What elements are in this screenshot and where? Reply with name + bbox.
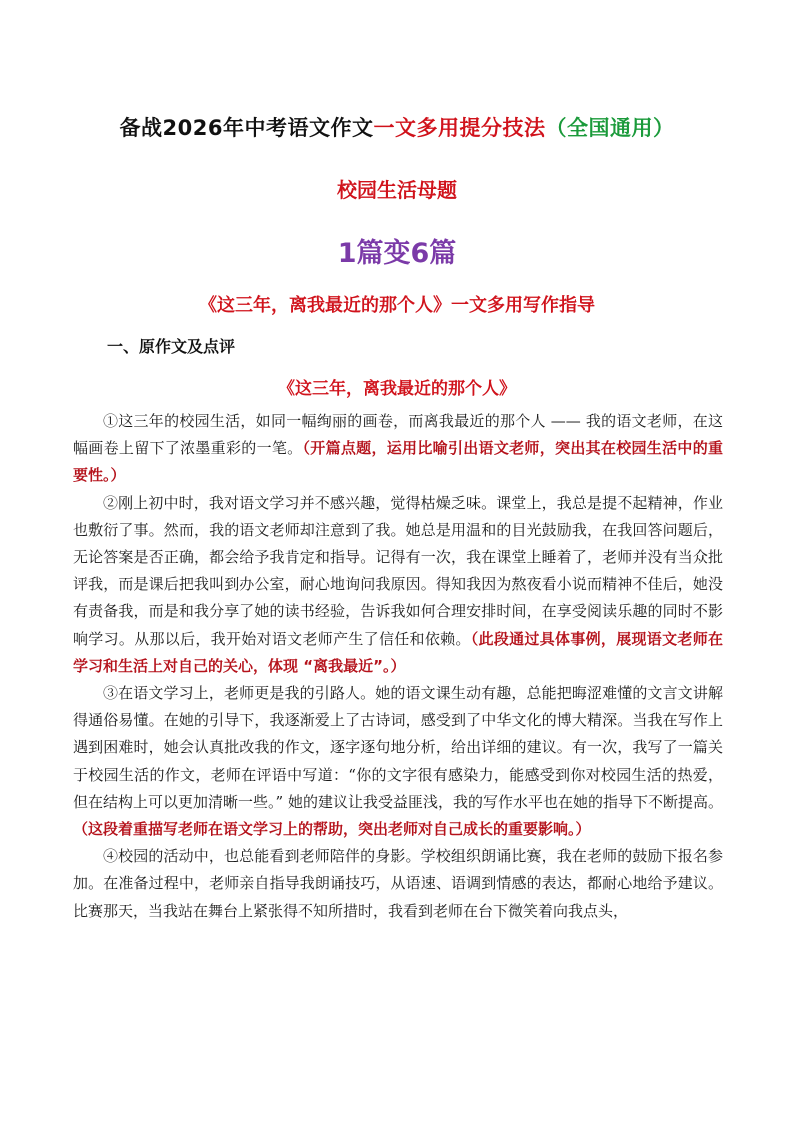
document-title bbox=[0, 112, 794, 142]
paragraph-comment: （这段着重描写老师在语文学习上的帮助，突出老师对自己成长的重要影响。） bbox=[73, 820, 591, 839]
section-heading: 一、原作文及点评 bbox=[107, 337, 236, 356]
essay-paragraph-2 bbox=[73, 490, 723, 680]
paragraph-text: ③在语文学习上，老师更是我的引路人。她的语文课生动有趣，总能把晦涩难懂的文言文讲解得通俗易懂。在她的引导下，我逐渐爱上了古诗词，感受到了中华文化的博大精深。当我在写作上遇到困难时，她会认真批改我的作文，逐字逐句地分析，给出详细的建议。有一次，我写了一篇关于校园生活的作文，老师在评语中写道：“你的文字很有感染力，能感受到你对校园生活的热爱，但在结构上可以更加清晰一些。” 她的建议让我受益匪浅，我的写作水平也在她的指导下不断提高。 bbox=[73, 684, 723, 811]
essay-title: 《这三年，离我最近的那个人》 bbox=[278, 379, 516, 399]
title-highlight: 一文多用提分技法 bbox=[373, 116, 546, 140]
paragraph-comment: （开篇点题，运用比喻引出语文老师，突出其在校园生活中的重要性。） bbox=[73, 439, 723, 485]
variant-heading: 1篇变6篇 bbox=[337, 238, 457, 269]
title-scope: （全国通用） bbox=[545, 116, 675, 140]
essay-paragraph-1 bbox=[73, 408, 723, 490]
paragraph-comment: （此段通过具体事例，展现语文老师在学习和生活上对自己的关心，体现 “离我最近”。） bbox=[73, 629, 723, 675]
paragraph-text: ①这三年的校园生活，如同一幅绚丽的画卷，而离我最近的那个人 —— 我的语文老师，在这幅画卷上留下了浓墨重彩的一笔。 bbox=[73, 412, 723, 458]
essay-paragraph-4 bbox=[73, 843, 723, 925]
guide-title: 《这三年，离我最近的那个人》一文多用写作指导 bbox=[199, 295, 595, 316]
paragraph-text: ④校园的活动中，也总能看到老师陪伴的身影。学校组织朗诵比赛，我在老师的鼓励下报名参加。在准备过程中，老师亲自指导我朗诵技巧，从语速、语调到情感的表达，都耐心地给予建议。比赛那天，当我站在舞台上紧张得不知所措时，我看到老师在台下微笑着向我点头， bbox=[73, 847, 723, 920]
document-subtitle: 校园生活母题 bbox=[337, 178, 457, 202]
title-prefix: 备战2026年中考语文作文 bbox=[119, 116, 374, 140]
paragraph-text: ②刚上初中时，我对语文学习并不感兴趣，觉得枯燥乏味。课堂上，我总是提不起精神，作业也敷衍了事。然而，我的语文老师却注意到了我。她总是用温和的目光鼓励我，在我回答问题后，无论答案是否正确，都会给予我肯定和指导。记得有一次，我在课堂上睡着了，老师并没有当众批评我，而是课后把我叫到办公室，耐心地询问我原因。得知我因为熬夜看小说而精神不佳后，她没有责备我，而是和我分享了她的读书经验，告诉我如何合理安排时间，在享受阅读乐趣的同时不影响学习。从那以后，我开始对语文老师产生了信任和依赖。 bbox=[73, 493, 723, 648]
essay-body bbox=[73, 408, 723, 925]
essay-paragraph-3 bbox=[73, 680, 723, 843]
